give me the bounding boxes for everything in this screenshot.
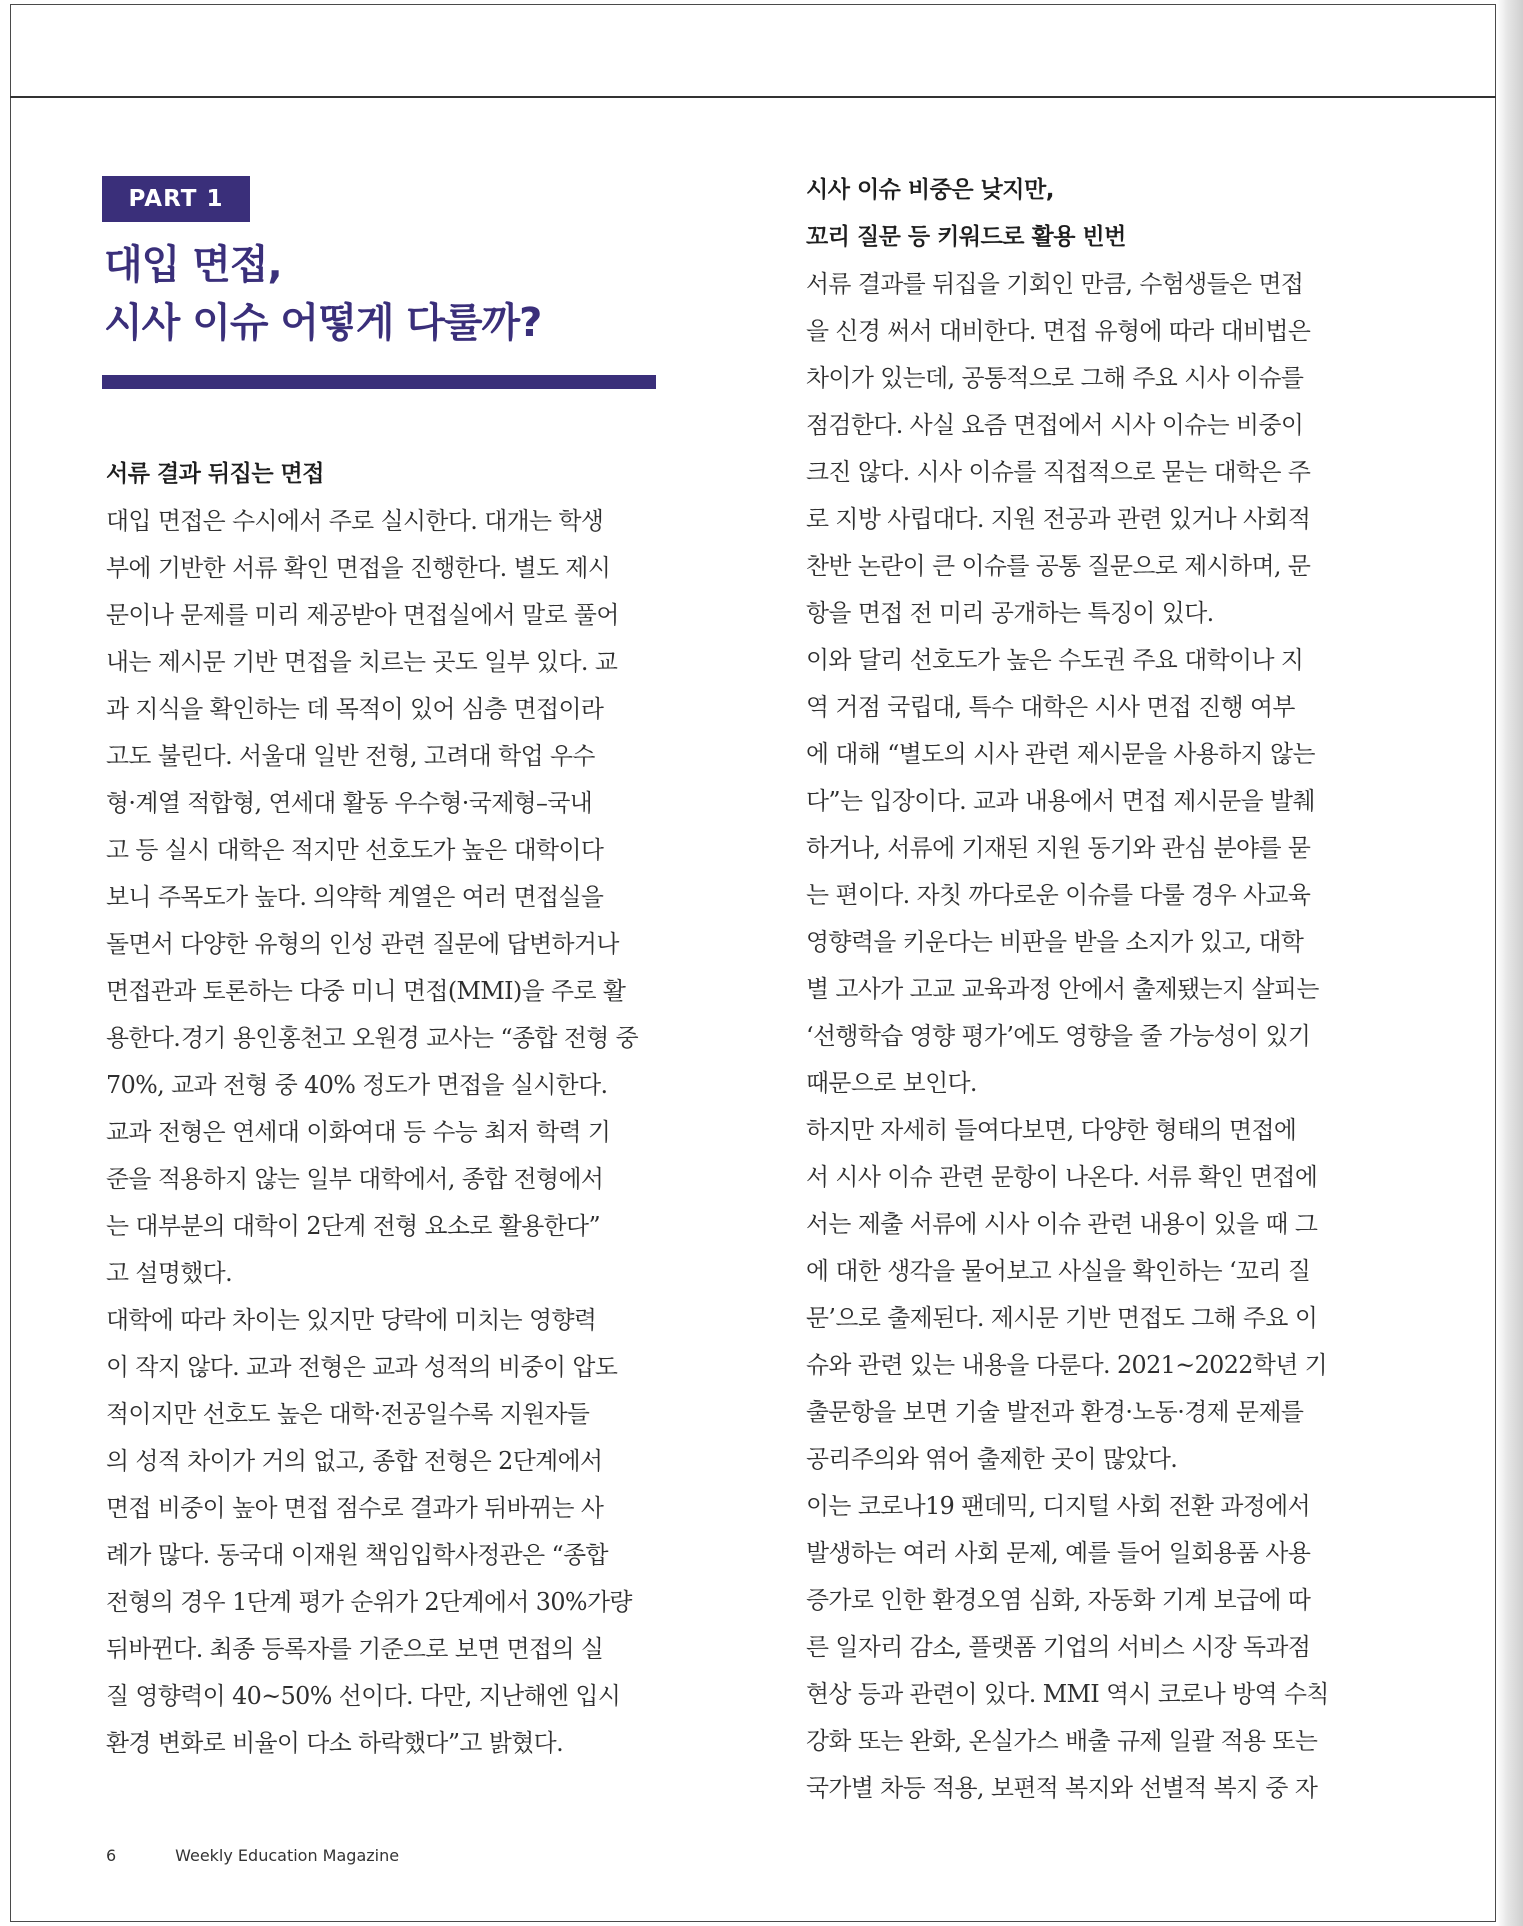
body-text-line: ‘선행학습 영향 평가’에도 영향을 줄 가능성이 있기 [806, 1022, 1311, 1050]
body-text-line: 발생하는 여러 사회 문제, 예를 들어 일회용품 사용 [806, 1539, 1311, 1567]
body-text-line: 점검한다. 사실 요즘 면접에서 시사 이슈는 비중이 [806, 411, 1304, 439]
article-title-line: 대입 면접, [104, 242, 282, 288]
body-text-line: 고도 불린다. 서울대 일반 전형, 고려대 학업 우수 [106, 742, 595, 770]
body-text-line: 하지만 자세히 들여다보면, 다양한 형태의 면접에 [806, 1116, 1297, 1144]
body-text-line: 면접 비중이 높아 면접 점수로 결과가 뒤바뀌는 사 [106, 1494, 604, 1522]
section-subheading: 시사 이슈 비중은 낮지만, [806, 177, 1054, 203]
magazine-name: Weekly Education Magazine [175, 1846, 400, 1865]
body-text-line: 별 고사가 고교 교육과정 안에서 출제됐는지 살피는 [806, 975, 1319, 1003]
body-text-line: 부에 기반한 서류 확인 면접을 진행한다. 별도 제시 [106, 554, 611, 582]
body-text-line: 에 대해 “별도의 시사 관련 제시문을 사용하지 않는 [806, 740, 1315, 768]
body-text-line: 에 대한 생각을 물어보고 사실을 확인하는 ‘꼬리 질 [806, 1257, 1311, 1285]
body-text-line: 뒤바뀐다. 최종 등록자를 기준으로 보면 면접의 실 [106, 1635, 604, 1663]
body-text-line: 영향력을 키운다는 비판을 받을 소지가 있고, 대학 [806, 928, 1304, 956]
body-text-line: 출문항을 보면 기술 발전과 환경·노동·경제 문제를 [806, 1398, 1304, 1426]
body-text-line: 역 거점 국립대, 특수 대학은 시사 면접 진행 여부 [806, 693, 1295, 721]
body-text-line: 이와 달리 선호도가 높은 수도권 주요 대학이나 지 [806, 646, 1304, 674]
section-subheading: 서류 결과 뒤집는 면접 [106, 461, 324, 487]
body-text-line: 현상 등과 관련이 있다. MMI 역시 코로나 방역 수칙 [806, 1680, 1329, 1708]
body-text-line: 을 신경 써서 대비한다. 면접 유형에 따라 대비법은 [806, 317, 1311, 345]
body-text-line: 는 대부분의 대학이 2단계 전형 요소로 활용한다” [106, 1212, 601, 1240]
body-text-line: 의 성적 차이가 거의 없고, 종합 전형은 2단계에서 [106, 1447, 603, 1475]
body-text-line: 문이나 문제를 미리 제공받아 면접실에서 말로 풀어 [106, 601, 619, 629]
body-text-line: 이 작지 않다. 교과 전형은 교과 성적의 비중이 압도 [106, 1353, 618, 1381]
page-footer [106, 1846, 399, 1865]
body-text-line: 강화 또는 완화, 온실가스 배출 규제 일괄 적용 또는 [806, 1727, 1318, 1755]
body-text-line: 문’으로 출제된다. 제시문 기반 면접도 그해 주요 이 [806, 1304, 1318, 1332]
body-text-line: 서 시사 이슈 관련 문항이 나온다. 서류 확인 면접에 [806, 1163, 1318, 1191]
body-text-line: 다”는 입장이다. 교과 내용에서 면접 제시문을 발췌 [806, 787, 1315, 815]
body-text-line: 찬반 논란이 큰 이슈를 공통 질문으로 제시하며, 문 [806, 552, 1311, 580]
body-text-line: 적이지만 선호도 높은 대학·전공일수록 지원자들 [106, 1400, 590, 1428]
body-text-line: 국가별 차등 적용, 보편적 복지와 선별적 복지 중 자 [806, 1774, 1318, 1802]
left-column-body [106, 498, 666, 1767]
body-text-line: 고 설명했다. [106, 1259, 233, 1287]
body-text-line: 이는 코로나19 팬데믹, 디지털 사회 전환 과정에서 [806, 1492, 1311, 1520]
body-text-line: 경기 용인홍천고 오원경 교사는 “종합 전형 중 [180, 1024, 638, 1052]
body-text-line: 차이가 있는데, 공통적으로 그해 주요 시사 이슈를 [806, 364, 1304, 392]
article-title [104, 236, 664, 352]
body-text-line: 준을 적용하지 않는 일부 대학에서, 종합 전형에서 [106, 1165, 604, 1193]
title-underline-bar [102, 375, 656, 389]
body-text-line: 보니 주목도가 높다. 의약학 계열은 여러 면접실을 [106, 883, 604, 911]
body-text-line: 증가로 인한 환경오염 심화, 자동화 기계 보급에 따 [806, 1586, 1311, 1614]
body-text-line: 슈와 관련 있는 내용을 다룬다. 2021~2022학년 기 [806, 1351, 1328, 1379]
body-text-line: 대학에 따라 차이는 있지만 당락에 미치는 영향력 [106, 1306, 597, 1334]
body-text-line: 고 등 실시 대학은 적지만 선호도가 높은 대학이다 [106, 836, 604, 864]
body-text-line: 환경 변화로 비율이 다소 하락했다”고 밝혔다. [106, 1729, 564, 1757]
body-text-line: 례가 많다. 동국대 이재원 책임입학사정관은 “종합 [106, 1541, 608, 1569]
page-spine-shadow [1497, 0, 1523, 1926]
body-text-line: 교과 전형은 연세대 이화여대 등 수능 최저 학력 기 [106, 1118, 611, 1146]
right-column [806, 167, 1366, 1812]
body-text-line: 로 지방 사립대다. 지원 전공과 관련 있거나 사회적 [806, 505, 1311, 533]
body-text-line: 는 편이다. 자칫 까다로운 이슈를 다룰 경우 사교육 [806, 881, 1311, 909]
body-text-line: 용한다. [106, 1024, 181, 1052]
body-text-line: 70%, 교과 전형 중 40% 정도가 면접을 실시한다. [106, 1071, 608, 1099]
body-text-line: 른 일자리 감소, 플랫폼 기업의 서비스 시장 독과점 [806, 1633, 1311, 1661]
body-text-line: 하거나, 서류에 기재된 지원 동기와 관심 분야를 묻 [806, 834, 1311, 862]
right-column-body [806, 261, 1366, 1812]
body-text-line: 공리주의와 엮어 출제한 곳이 많았다. [806, 1445, 1178, 1473]
left-column [106, 451, 666, 1767]
body-text-line: 질 영향력이 40~50% 선이다. 다만, 지난해엔 입시 [106, 1682, 621, 1710]
body-text-line: 내는 제시문 기반 면접을 치르는 곳도 일부 있다. 교 [106, 648, 618, 676]
article-title-line: 시사 이슈 어떻게 다룰까? [104, 300, 542, 346]
body-text-line: 크진 않다. 시사 이슈를 직접적으로 묻는 대학은 주 [806, 458, 1311, 486]
body-text-line: 돌면서 다양한 유형의 인성 관련 질문에 답변하거나 [106, 930, 619, 958]
header-rule [10, 96, 1496, 98]
section-subheading: 꼬리 질문 등 키워드로 활용 빈번 [806, 224, 1126, 250]
body-text-line: 항을 면접 전 미리 공개하는 특징이 있다. [806, 599, 1214, 627]
body-text-line: 서는 제출 서류에 시사 이슈 관련 내용이 있을 때 그 [806, 1210, 1318, 1238]
page-number: 6 [106, 1846, 117, 1865]
body-text-line: 대입 면접은 수시에서 주로 실시한다. 대개는 학생 [106, 507, 604, 535]
body-text-line: 때문으로 보인다. [806, 1069, 977, 1097]
body-text-line: 전형의 경우 1단계 평가 순위가 2단계에서 30%가량 [106, 1588, 632, 1616]
part-label: PART 1 [102, 176, 250, 222]
body-text-line: 서류 결과를 뒤집을 기회인 만큼, 수험생들은 면접 [806, 270, 1304, 298]
body-text-line: 면접관과 토론하는 다중 미니 면접(MMI)을 주로 활 [106, 977, 626, 1005]
body-text-line: 과 지식을 확인하는 데 목적이 있어 심층 면접이라 [106, 695, 604, 723]
body-text-line: 형·계열 적합형, 연세대 활동 우수형·국제형–국내 [106, 789, 593, 817]
